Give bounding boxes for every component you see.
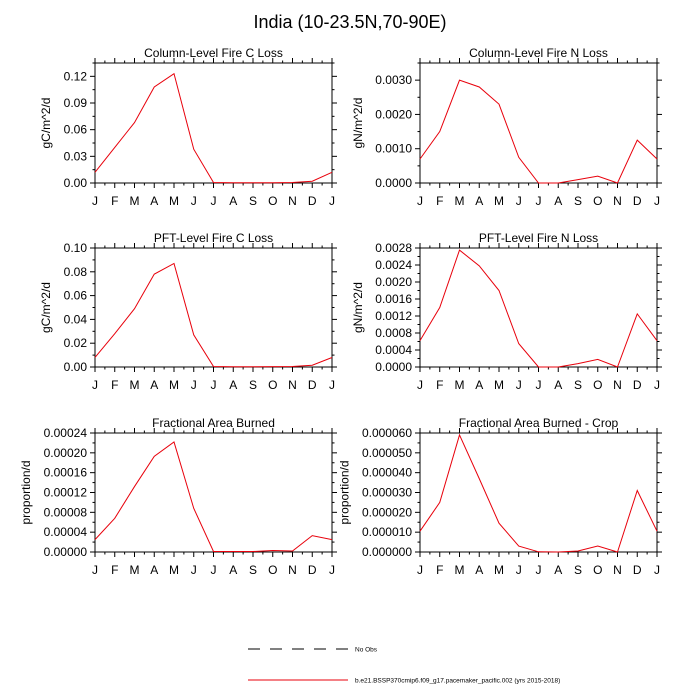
x-tick-label: F — [111, 563, 119, 577]
x-tick-label: N — [613, 194, 622, 208]
x-tick-label: S — [573, 194, 583, 208]
x-tick-label: J — [329, 563, 335, 577]
x-tick-label: O — [268, 563, 278, 577]
x-tick-label: J — [190, 563, 197, 577]
x-tick-label: A — [554, 194, 563, 208]
series-line — [95, 442, 332, 552]
y-axis-label: gN/m^2/d — [350, 282, 365, 333]
panel-title: Column-Level Fire C Loss — [144, 46, 283, 60]
y-tick-label: 0.04 — [63, 312, 87, 327]
x-tick-label: D — [632, 378, 642, 392]
x-tick-label: M — [454, 563, 465, 577]
x-tick-label: A — [475, 378, 484, 392]
x-tick-label: S — [248, 378, 258, 392]
x-tick-label: J — [417, 563, 423, 577]
x-tick-label: M — [494, 378, 504, 392]
y-tick-label: 0.000000 — [361, 545, 412, 559]
x-tick-label: J — [92, 194, 98, 208]
x-tick-label: A — [229, 378, 238, 392]
x-tick-label: A — [150, 563, 159, 577]
panel-4 — [351, 231, 662, 392]
x-tick-label: J — [190, 378, 197, 392]
x-tick-label: A — [229, 194, 238, 208]
x-tick-label: D — [632, 563, 642, 577]
x-tick-label: M — [129, 194, 140, 208]
x-tick-label: D — [307, 563, 317, 577]
y-tick-label: 0.00 — [63, 360, 87, 374]
panel-5 — [19, 416, 337, 577]
x-tick-label: N — [613, 378, 622, 392]
x-tick-label: J — [329, 378, 335, 392]
y-tick-label: 0.0016 — [375, 292, 412, 306]
x-tick-label: J — [92, 378, 98, 392]
x-tick-label: M — [454, 194, 465, 208]
y-tick-label: 0.06 — [63, 288, 87, 303]
x-tick-label: J — [417, 194, 423, 208]
x-tick-label: S — [248, 194, 258, 208]
x-tick-label: J — [535, 563, 542, 577]
y-tick-label: 0.09 — [63, 96, 87, 110]
x-tick-label: S — [248, 563, 258, 577]
y-axis-label: proportion/d — [337, 460, 352, 525]
y-tick-label: 0.00 — [63, 176, 87, 190]
x-tick-label: A — [475, 194, 484, 208]
x-tick-label: M — [494, 194, 504, 208]
y-axis-label: proportion/d — [19, 460, 34, 525]
x-tick-label: M — [129, 378, 140, 392]
x-tick-label: A — [554, 563, 563, 577]
x-tick-label: J — [92, 563, 98, 577]
y-tick-label: 0.12 — [63, 69, 87, 84]
x-tick-label: A — [229, 563, 238, 577]
series-line — [95, 263, 332, 366]
series-line — [95, 74, 332, 183]
plot-frame — [95, 248, 332, 367]
panel-title: Fractional Area Burned - Crop — [458, 416, 619, 430]
x-tick-label: N — [288, 563, 297, 577]
y-tick-label: 0.00024 — [43, 426, 87, 440]
x-tick-label: N — [288, 194, 297, 208]
x-tick-label: M — [129, 563, 140, 577]
x-tick-label: O — [593, 194, 603, 208]
y-tick-label: 0.02 — [63, 336, 87, 351]
x-tick-label: F — [436, 563, 444, 577]
x-tick-label: M — [454, 378, 465, 392]
x-tick-label: S — [573, 378, 583, 392]
plot-frame — [420, 248, 657, 367]
panel-6 — [337, 416, 662, 577]
y-tick-label: 0.00000 — [43, 545, 87, 559]
y-tick-label: 0.06 — [63, 122, 87, 137]
y-axis-label: gN/m^2/d — [350, 97, 365, 149]
y-tick-label: 0.0008 — [375, 326, 412, 340]
x-tick-label: M — [169, 194, 179, 208]
y-tick-label: 0.00012 — [43, 485, 87, 500]
x-tick-label: S — [573, 563, 583, 577]
x-tick-label: F — [111, 378, 119, 392]
y-axis-label: gC/m^2/d — [39, 97, 54, 149]
y-tick-label: 0.0020 — [375, 275, 412, 289]
series-line — [420, 435, 657, 552]
y-tick-label: 0.10 — [63, 241, 87, 255]
x-tick-label: F — [111, 194, 119, 208]
x-tick-label: D — [632, 194, 642, 208]
y-tick-label: 0.000030 — [361, 485, 412, 500]
x-tick-label: J — [515, 378, 522, 392]
y-tick-label: 0.00008 — [43, 505, 87, 520]
x-tick-label: J — [654, 378, 660, 392]
x-tick-label: J — [535, 378, 542, 392]
x-tick-label: J — [654, 563, 660, 577]
y-tick-label: 0.08 — [63, 264, 87, 279]
x-tick-label: A — [150, 194, 159, 208]
y-tick-label: 0.0010 — [375, 141, 412, 156]
x-tick-label: D — [307, 194, 317, 208]
y-tick-label: 0.0000 — [375, 176, 412, 190]
x-tick-label: M — [169, 378, 179, 392]
x-tick-label: O — [268, 378, 278, 392]
y-tick-label: 0.0030 — [375, 73, 412, 88]
x-tick-label: A — [475, 563, 484, 577]
plot-frame — [420, 63, 657, 183]
panel-1 — [39, 46, 337, 208]
y-tick-label: 0.000010 — [361, 525, 412, 540]
y-tick-label: 0.00020 — [43, 445, 87, 460]
legend-model-label: b.e21.BSSP370cmip6.f09_g17.pacemaker_pacific.002 (yrs 2015-2018) — [355, 677, 561, 685]
x-tick-label: J — [210, 378, 217, 392]
x-tick-label: F — [436, 194, 444, 208]
y-tick-label: 0.0024 — [375, 258, 412, 272]
figure-title: India (10-23.5N,70-90E) — [253, 12, 447, 32]
x-tick-label: J — [515, 194, 522, 208]
y-tick-label: 0.0004 — [375, 343, 412, 357]
panel-3 — [39, 231, 337, 392]
y-tick-label: 0.0000 — [375, 360, 412, 374]
series-line — [420, 250, 657, 367]
y-tick-label: 0.0012 — [375, 309, 412, 323]
x-tick-label: F — [436, 378, 444, 392]
panel-title: Column-Level Fire N Loss — [469, 46, 608, 60]
x-tick-label: J — [190, 194, 197, 208]
panel-title: PFT-Level Fire N Loss — [478, 231, 599, 245]
x-tick-label: M — [494, 563, 504, 577]
plot-frame — [420, 433, 657, 552]
y-tick-label: 0.000060 — [361, 426, 412, 440]
x-tick-label: O — [593, 378, 603, 392]
x-tick-label: J — [210, 194, 217, 208]
legend-obs-label: No Obs — [355, 646, 378, 654]
x-tick-label: J — [417, 378, 423, 392]
panel-title: PFT-Level Fire C Loss — [153, 231, 274, 245]
y-tick-label: 0.000050 — [361, 445, 412, 460]
x-tick-label: N — [288, 378, 297, 392]
x-tick-label: J — [535, 194, 542, 208]
y-tick-label: 0.000020 — [361, 505, 412, 520]
y-tick-label: 0.00016 — [43, 465, 87, 480]
plot-frame — [95, 63, 332, 183]
x-tick-label: D — [307, 378, 317, 392]
x-tick-label: O — [268, 194, 278, 208]
x-tick-label: J — [210, 563, 217, 577]
panel-2 — [351, 46, 662, 208]
series-line — [420, 80, 657, 183]
y-tick-label: 0.00004 — [43, 525, 87, 540]
x-tick-label: A — [554, 378, 563, 392]
y-tick-label: 0.0028 — [375, 241, 412, 255]
legend — [248, 647, 560, 685]
x-tick-label: M — [169, 563, 179, 577]
y-axis-label: gC/m^2/d — [39, 282, 54, 333]
y-tick-label: 0.03 — [63, 149, 87, 164]
x-tick-label: J — [329, 194, 335, 208]
y-tick-label: 0.000040 — [361, 465, 412, 480]
panel-title: Fractional Area Burned — [152, 416, 275, 430]
x-tick-label: N — [613, 563, 622, 577]
x-tick-label: O — [593, 563, 603, 577]
x-tick-label: A — [150, 378, 159, 392]
x-tick-label: J — [654, 194, 660, 208]
y-tick-label: 0.0020 — [375, 107, 412, 122]
x-tick-label: J — [515, 563, 522, 577]
